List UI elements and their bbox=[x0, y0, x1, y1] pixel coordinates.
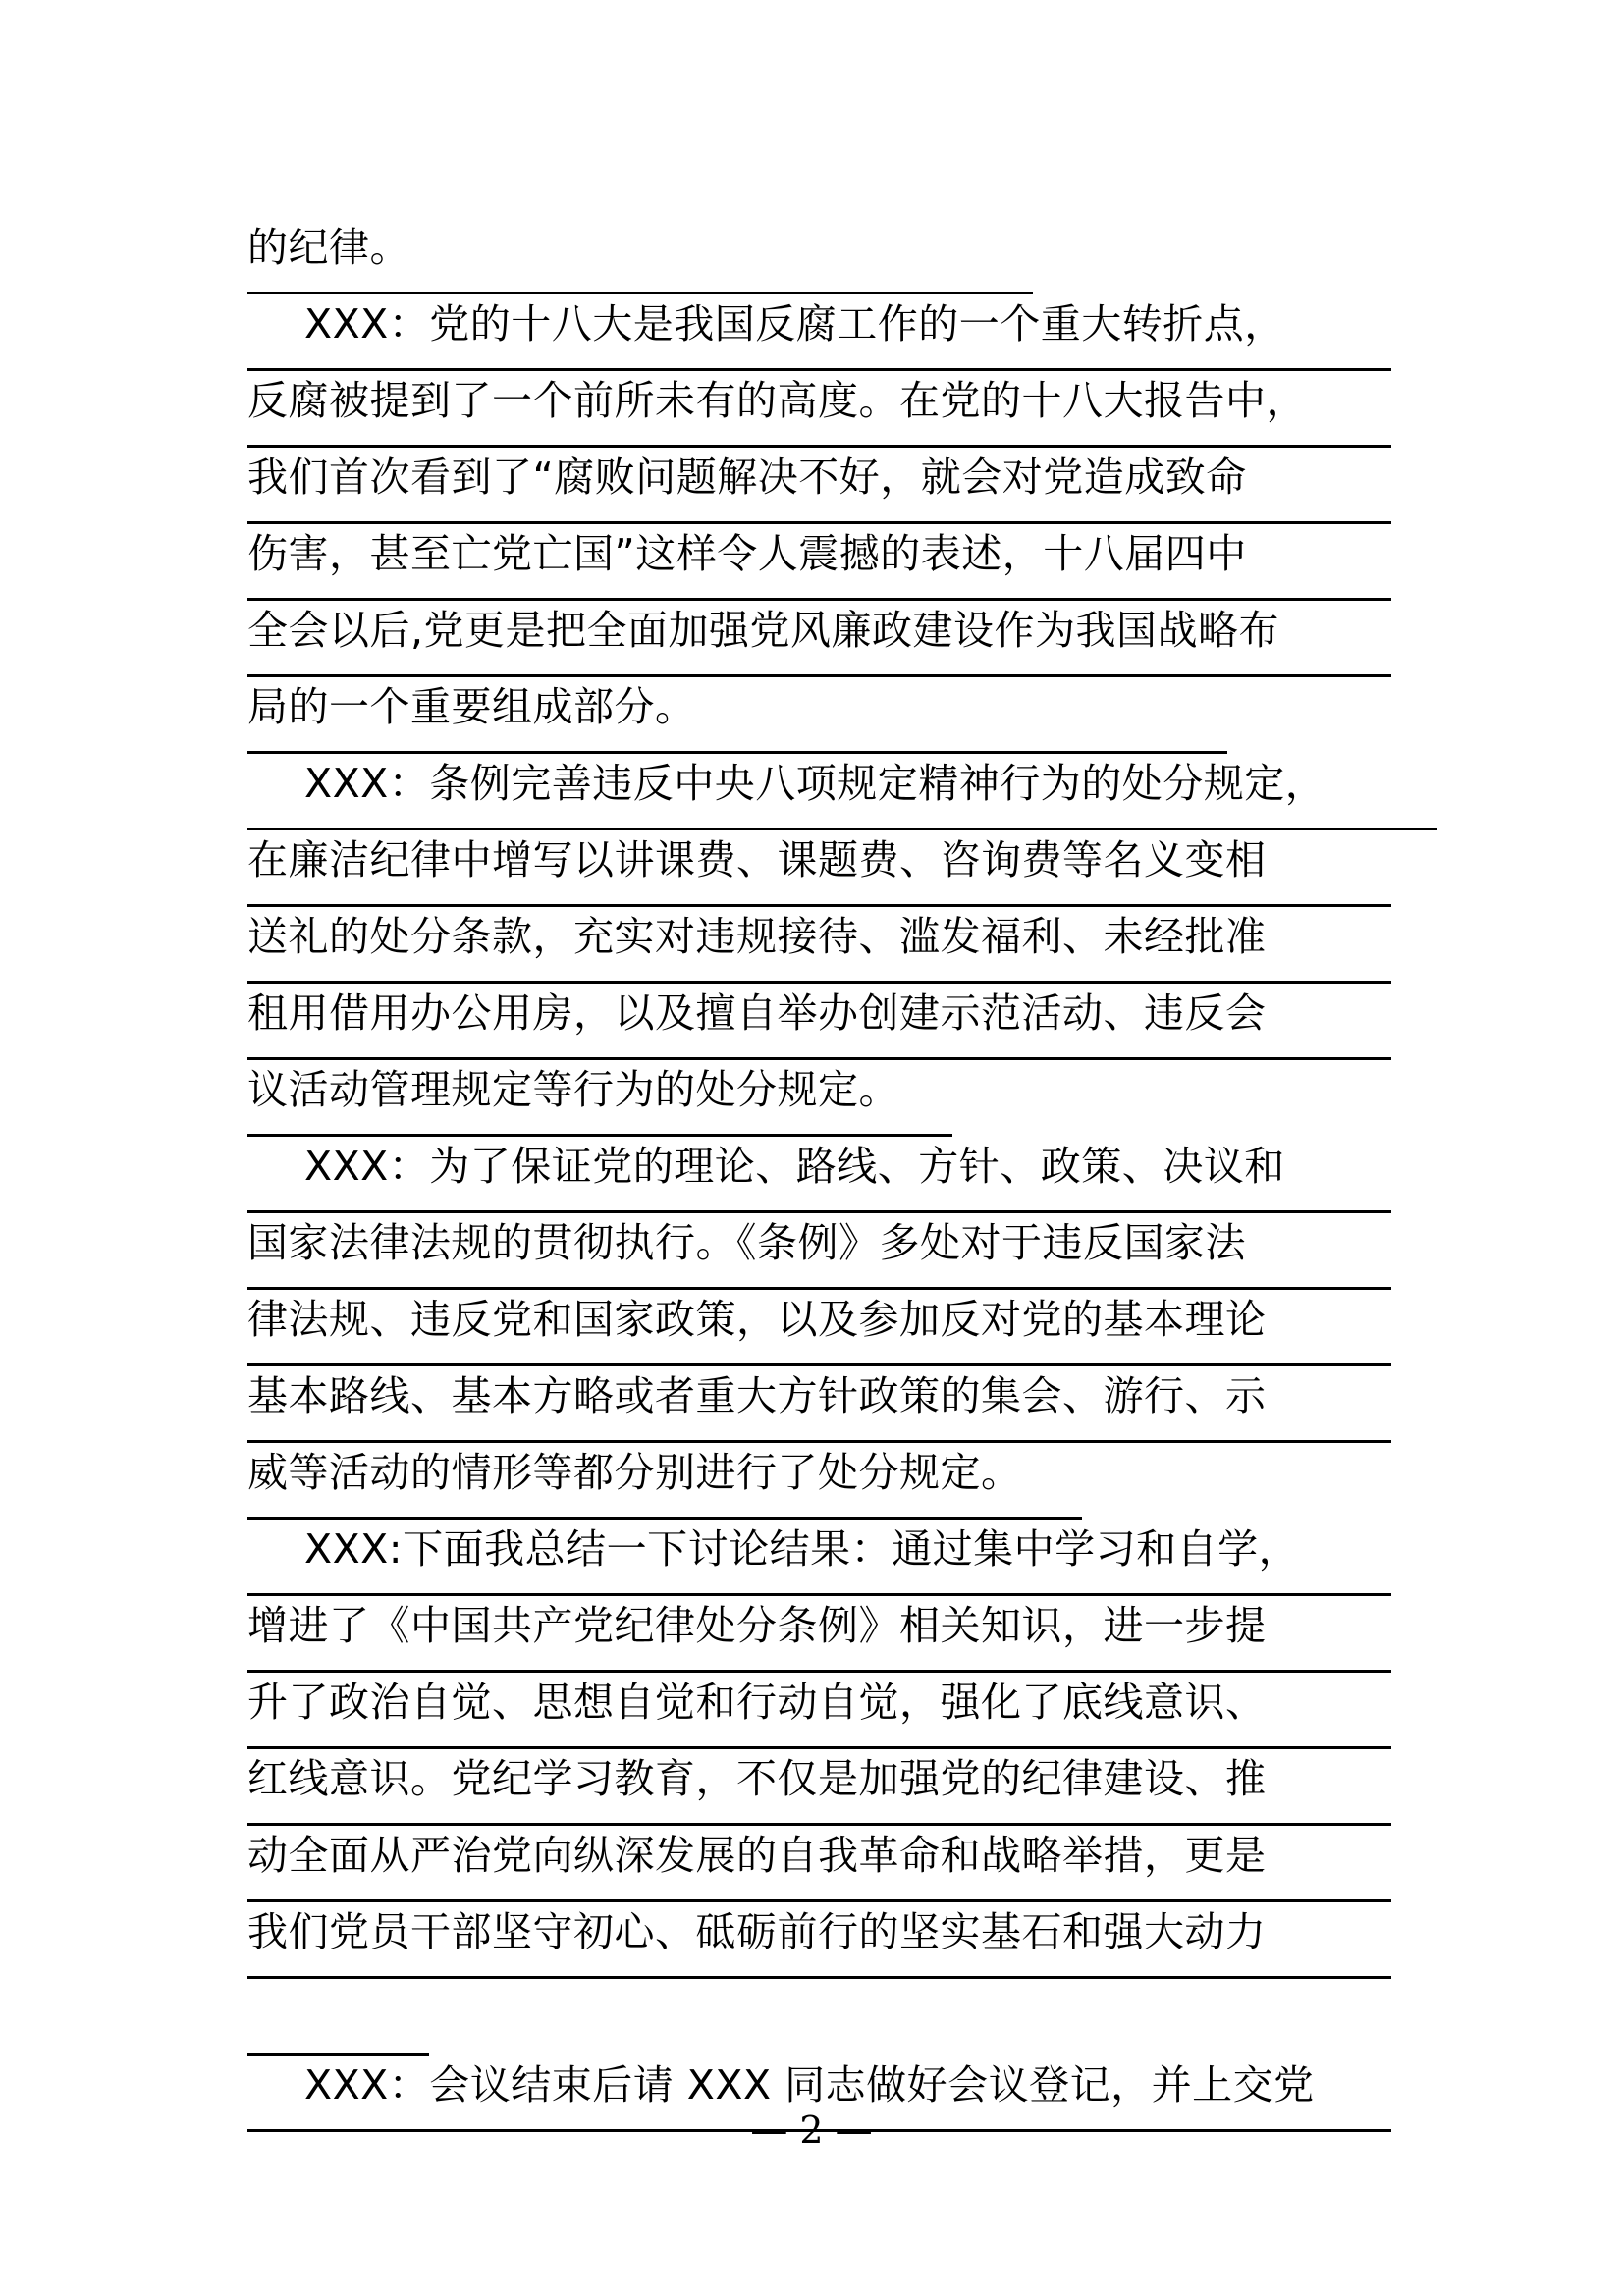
page-number: — 2 — bbox=[750, 2109, 873, 2152]
paragraph-start-line: XXX:下面我总结一下讨论结果：通过集中学习和自学， bbox=[247, 1520, 1391, 1596]
text-line: 动全面从严治党向纵深发展的自我革命和战略举措，更是 bbox=[247, 1826, 1391, 1902]
text-line: 升了政治自觉、思想自觉和行动自觉，强化了底线意识、 bbox=[247, 1673, 1391, 1749]
text-line: 红线意识。党纪学习教育，不仅是加强党的纪律建设、推 bbox=[247, 1749, 1391, 1826]
text-line: 局的一个重要组成部分。 bbox=[247, 677, 1227, 754]
text-line: 反腐被提到了一个前所未有的高度。在党的十八大报告中， bbox=[247, 371, 1391, 448]
text-line: 国家法律法规的贯彻执行。《条例》多处对于违反国家法 bbox=[247, 1213, 1391, 1290]
text-line: 威等活动的情形等都分别进行了处分规定。 bbox=[247, 1443, 1082, 1520]
paragraph-start-line: XXX：会议结束后请 XXX 同志做好会议登记，并上交党 bbox=[247, 2056, 1391, 2132]
underline-tail bbox=[247, 1979, 429, 2056]
text-line: 议活动管理规定等行为的处分规定。 bbox=[247, 1060, 952, 1137]
text-line: 在廉洁纪律中增写以讲课费、课题费、咨询费等名义变相 bbox=[247, 830, 1391, 907]
text-line: 我们党员干部坚守初心、砥砺前行的坚实基石和强大动力 bbox=[247, 1902, 1391, 1979]
text-line: 送礼的处分条款，充实对违规接待、滥发福利、未经批准 bbox=[247, 907, 1391, 984]
text-line: 律法规、违反党和国家政策，以及参加反对党的基本理论 bbox=[247, 1290, 1391, 1366]
text-line: 增进了《中国共产党纪律处分条例》相关知识，进一步提 bbox=[247, 1596, 1391, 1673]
text-line: 的纪律。 bbox=[247, 218, 1033, 294]
text-line: 基本路线、基本方略或者重大方针政策的集会、游行、示 bbox=[247, 1366, 1391, 1443]
paragraph-start-line: XXX：条例完善违反中央八项规定精神行为的处分规定， bbox=[247, 754, 1437, 830]
paragraph-start-line: XXX：为了保证党的理论、路线、方针、政策、决议和 bbox=[247, 1137, 1391, 1213]
text-line: 伤害，甚至亡党亡国”这样令人震撼的表述，十八届四中 bbox=[247, 524, 1391, 601]
paragraph-start-line: XXX：党的十八大是我国反腐工作的一个重大转折点， bbox=[247, 294, 1391, 371]
text-line: 全会以后,党更是把全面加强党风廉政建设作为我国战略布 bbox=[247, 601, 1391, 677]
text-line: 租用借用办公用房，以及擅自举办创建示范活动、违反会 bbox=[247, 984, 1391, 1060]
text-line: 我们首次看到了“腐败问题解决不好，就会对党造成致命 bbox=[247, 448, 1391, 524]
